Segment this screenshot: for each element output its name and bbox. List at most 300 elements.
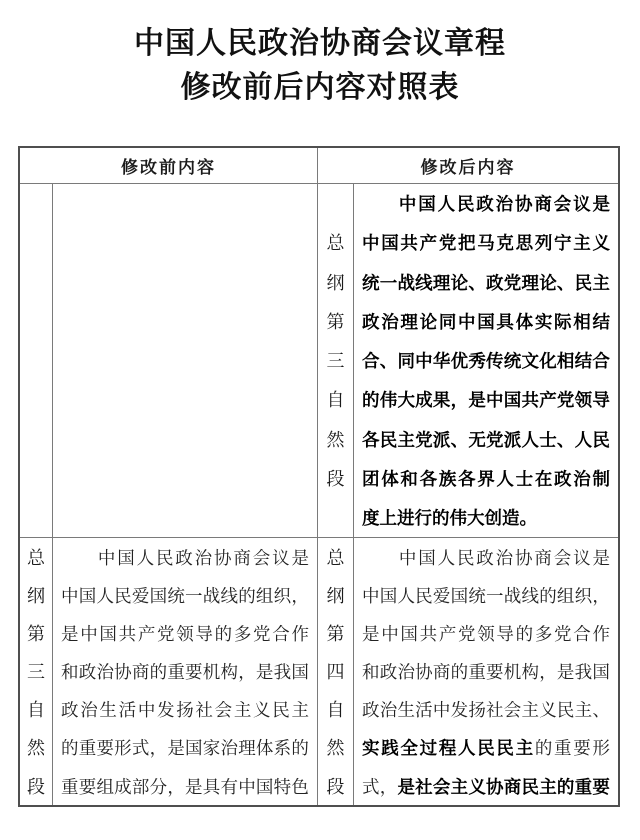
row1-after-label [318, 184, 354, 538]
document-title [0, 0, 640, 110]
emphasized-text: 治 [381, 311, 399, 332]
emphasized-text: 统 [503, 351, 522, 372]
body-text: 党 [253, 624, 271, 645]
paragraph-label-char: 纲 [326, 272, 345, 293]
body-text: 是 [592, 548, 610, 568]
body-text: 商 [534, 548, 552, 568]
body-text: 重 [468, 662, 486, 683]
body-text: 发 [450, 700, 469, 721]
emphasized-text: 国 [477, 311, 495, 332]
body-text: 议 [272, 548, 290, 568]
body-text: 统 [167, 586, 185, 607]
body-text: 民 [415, 586, 433, 607]
emphasized-text: 理 [432, 272, 451, 293]
body-text: 成 [114, 776, 132, 797]
body-text: 生 [397, 700, 415, 721]
emphasized-text: 民 [477, 738, 495, 759]
body-text: 的 [238, 586, 256, 607]
row2-before-label [20, 538, 53, 805]
emphasized-text: 果 [432, 390, 451, 411]
body-text: 形 [114, 738, 132, 759]
paragraph-label-char: 段 [326, 776, 345, 797]
emphasized-text: 体 [515, 311, 534, 332]
body-text: 的 [214, 624, 233, 645]
emphasized-text: 传 [486, 351, 504, 372]
body-text: 中 [432, 700, 451, 721]
emphasized-text: 文 [521, 351, 539, 372]
emphasized-text: 政 [554, 469, 572, 490]
paragraph-label-char: 三 [326, 351, 345, 372]
body-text: 党 [458, 624, 476, 645]
comparison-table [18, 146, 620, 807]
row2-after-label [318, 538, 354, 805]
body-text: 领 [477, 624, 495, 645]
row2-before-content [53, 538, 318, 805]
body-text: ， [539, 662, 557, 683]
body-text: 社 [486, 700, 504, 721]
emphasized-text: 论 [419, 311, 438, 332]
emphasized-text: 思 [515, 233, 534, 254]
paragraph-label-char: 四 [326, 662, 345, 683]
emphasized-text: 结 [574, 351, 593, 372]
emphasized-text: 士 [539, 429, 557, 450]
body-text: 义 [253, 700, 271, 721]
emphasized-text: 党 [438, 233, 457, 254]
body-text: 要 [96, 738, 114, 759]
emphasized-text: 制 [592, 469, 610, 490]
body-text: 主 [521, 700, 539, 721]
body-text: 政 [379, 662, 398, 683]
body-text: 产 [137, 624, 156, 645]
emphasized-text: 践 [381, 738, 399, 759]
emphasized-text: 派 [432, 429, 451, 450]
emphasized-text: 民 [592, 429, 610, 450]
body-text: 国 [255, 776, 274, 797]
emphasized-text: 统 [362, 272, 380, 293]
body-text: 民 [114, 586, 132, 607]
body-text: ， [167, 776, 185, 797]
emphasized-text: 实 [362, 738, 380, 759]
emphasized-text: 中 [458, 311, 476, 332]
emphasized-text: 战 [397, 272, 415, 293]
emphasized-text: 马 [477, 233, 495, 254]
body-text: 战 [503, 586, 522, 607]
emphasized-text: 中 [486, 390, 504, 411]
body-text: 的 [149, 662, 168, 683]
header-after-content: 修改后内容 [318, 148, 618, 184]
body-text: 商 [233, 548, 251, 568]
text-line [61, 615, 309, 653]
text-line [362, 460, 610, 499]
text-line [61, 768, 309, 805]
body-text: 党 [554, 624, 572, 645]
body-text: 政 [61, 700, 79, 721]
body-text: 重 [61, 776, 79, 797]
body-text: 体 [255, 738, 274, 759]
emphasized-text: 的 [556, 776, 575, 797]
body-text: 爱 [432, 586, 451, 607]
body-text: ， [149, 738, 168, 759]
row1-after-content [354, 184, 618, 538]
body-text: 系 [273, 738, 292, 759]
text-line [362, 264, 610, 303]
document-title-line2: 修改前后内容对照表 [180, 71, 460, 104]
emphasized-text: 、 [379, 351, 398, 372]
body-text: 合 [573, 624, 591, 645]
body-text: 中 [398, 548, 417, 568]
body-text: 机 [503, 662, 522, 683]
emphasized-text: 政 [476, 194, 494, 214]
emphasized-text: 党 [486, 429, 504, 450]
body-text: 政 [362, 700, 380, 721]
body-text: 导 [496, 624, 514, 645]
body-text: 民 [456, 548, 475, 568]
body-text: 色 [291, 776, 309, 797]
text-line [61, 577, 309, 615]
emphasized-text: 伟 [379, 390, 398, 411]
emphasized-text: 主 [450, 776, 469, 797]
body-text: 是 [255, 662, 274, 683]
emphasized-text: 主 [515, 738, 534, 759]
body-text: 的 [539, 586, 557, 607]
body-text: 国 [117, 548, 135, 568]
emphasized-text: 党 [503, 272, 522, 293]
body-text: 作 [291, 624, 309, 645]
emphasized-text: 秀 [468, 351, 486, 372]
emphasized-text: 的 [362, 390, 380, 411]
body-text: 国 [592, 662, 610, 683]
emphasized-text: 程 [438, 738, 457, 759]
emphasized-text: 合 [362, 351, 380, 372]
body-text: 是 [61, 624, 79, 645]
body-text: 重 [78, 738, 97, 759]
body-text: 国 [418, 548, 436, 568]
emphasized-text: 商 [534, 194, 552, 214]
body-text: 作 [592, 624, 610, 645]
emphasized-text: 派 [503, 429, 522, 450]
body-text: 协 [114, 662, 132, 683]
body-text: 重 [167, 662, 185, 683]
row1-before-label [20, 184, 53, 538]
body-text: 生 [99, 700, 117, 721]
text-line [362, 499, 610, 538]
paragraph-label-char: 段 [27, 776, 45, 797]
paragraph-label-char: 自 [326, 700, 345, 721]
emphasized-text: 、 [450, 429, 469, 450]
emphasized-text: 是 [592, 194, 610, 214]
emphasized-text: 会 [432, 776, 451, 797]
paragraph-label-char: 然 [326, 738, 345, 759]
body-text: 政 [476, 548, 494, 568]
emphasized-text: 和 [400, 469, 418, 490]
body-text: 是 [167, 738, 185, 759]
body-text: 重 [554, 738, 572, 759]
emphasized-text: 度上进行的伟大创造。 [362, 508, 537, 529]
body-text: ， [592, 586, 610, 607]
emphasized-text: 产 [539, 390, 557, 411]
body-text: 织 [273, 586, 292, 607]
body-text: 国 [149, 586, 168, 607]
emphasized-text: 议 [573, 194, 591, 214]
body-text: 主 [291, 700, 309, 721]
emphasized-text: 主 [592, 272, 610, 293]
body-text: 共 [118, 624, 137, 645]
body-text: ， [379, 776, 398, 797]
emphasized-text: 族 [438, 469, 457, 490]
emphasized-text: 人 [458, 738, 476, 759]
body-text: 织 [574, 586, 593, 607]
paragraph-label-char: 总 [27, 548, 45, 568]
emphasized-text: 国 [503, 390, 522, 411]
body-text: 要 [78, 776, 97, 797]
body-text: 治 [495, 548, 514, 568]
emphasized-text: 论 [450, 272, 469, 293]
text-line [61, 653, 309, 691]
body-text: 民 [155, 548, 174, 568]
emphasized-text: 民 [521, 776, 539, 797]
body-text: 商 [432, 662, 451, 683]
body-text: 多 [534, 624, 553, 645]
text-line [61, 539, 309, 577]
emphasized-text: 成 [415, 390, 433, 411]
emphasized-text: 无 [468, 429, 486, 450]
body-text: 有 [220, 776, 238, 797]
body-text: 国 [78, 586, 97, 607]
emphasized-text: 民 [496, 738, 514, 759]
paragraph-label-char: 总 [326, 233, 345, 254]
emphasized-text: 各 [458, 469, 476, 490]
emphasized-text: 团 [362, 469, 380, 490]
emphasized-text: 党 [415, 429, 433, 450]
body-text: 国 [450, 586, 469, 607]
paragraph-label-char: 三 [27, 662, 45, 683]
body-text: 要 [573, 738, 591, 759]
body-text: 构 [521, 662, 539, 683]
text-line [362, 185, 610, 224]
row2-after-content [354, 538, 618, 805]
body-text: 和 [61, 662, 79, 683]
emphasized-text: 体 [381, 469, 399, 490]
emphasized-text: 全 [400, 738, 418, 759]
body-text: 和 [362, 662, 380, 683]
text-line [61, 691, 309, 729]
document-title-line1: 中国人民政治协商会议章程 [134, 27, 506, 60]
body-text: 要 [185, 662, 203, 683]
body-text: 式 [131, 738, 150, 759]
paragraph-label-char: 自 [326, 390, 345, 411]
emphasized-text: 协 [515, 194, 533, 214]
text-line [362, 539, 610, 577]
body-text: 会 [553, 548, 572, 568]
body-text: 、 [592, 700, 610, 721]
body-text: 组 [556, 586, 575, 607]
body-text: 治 [194, 548, 213, 568]
body-text: 人 [96, 586, 114, 607]
body-text: 治 [379, 700, 398, 721]
body-text: 中 [61, 586, 79, 607]
body-text: 合 [272, 624, 290, 645]
body-text: 式 [362, 776, 380, 797]
body-text: 人 [136, 548, 155, 568]
body-text: 组 [96, 776, 114, 797]
emphasized-text: 各 [419, 469, 438, 490]
body-text: 中 [137, 700, 156, 721]
body-text: 治 [220, 738, 238, 759]
body-text: ， [238, 662, 256, 683]
text-line [362, 729, 610, 767]
text-line [362, 691, 610, 729]
body-text: 人 [437, 548, 456, 568]
body-text: 家 [202, 738, 221, 759]
body-text: ， [291, 586, 309, 607]
body-text: 是 [291, 548, 309, 568]
emphasized-text: 民 [379, 429, 398, 450]
emphasized-text: 主 [539, 776, 557, 797]
emphasized-text: 是 [468, 390, 486, 411]
text-line [362, 303, 610, 342]
body-text: 主 [233, 700, 252, 721]
body-text: 义 [539, 700, 557, 721]
emphasized-text: 会 [553, 194, 572, 214]
text-line [362, 224, 610, 263]
body-text: 协 [515, 548, 533, 568]
emphasized-text: 论 [539, 272, 557, 293]
body-text: 会 [503, 700, 522, 721]
body-text: 党 [157, 624, 175, 645]
body-text: 是 [185, 776, 203, 797]
emphasized-text: 宁 [554, 233, 572, 254]
body-text: 一 [486, 586, 504, 607]
emphasized-text: 民 [574, 272, 593, 293]
body-text: 的 [515, 624, 534, 645]
body-text: 商 [131, 662, 150, 683]
body-text: 要 [486, 662, 504, 683]
emphasized-text: 中 [398, 194, 417, 214]
text-line [362, 421, 610, 460]
emphasized-text: 克 [496, 233, 514, 254]
body-text: 多 [233, 624, 252, 645]
body-text: 中 [238, 776, 256, 797]
body-text: 我 [273, 662, 292, 683]
body-text: 议 [573, 548, 591, 568]
body-text: 的 [534, 738, 553, 759]
emphasized-text: 中 [415, 351, 433, 372]
emphasized-text: 治 [495, 194, 514, 214]
text-line [362, 381, 610, 420]
body-text: 线 [220, 586, 238, 607]
emphasized-text: 、 [468, 272, 486, 293]
body-text: 国 [185, 738, 203, 759]
body-text: 国 [379, 586, 398, 607]
emphasized-text: ， [450, 390, 469, 411]
emphasized-text: 理 [400, 311, 418, 332]
emphasized-text: 领 [574, 390, 593, 411]
paragraph-label-char: 总 [326, 548, 345, 568]
text-line [61, 729, 309, 767]
body-text: 扬 [176, 700, 194, 721]
emphasized-text: 共 [521, 390, 539, 411]
emphasized-text: 具 [496, 311, 514, 332]
body-text: 活 [415, 700, 433, 721]
paragraph-label-char: 第 [326, 624, 345, 645]
paragraph-label-char: 第 [27, 624, 45, 645]
emphasized-text: 民 [456, 194, 475, 214]
body-text: 产 [438, 624, 457, 645]
emphasized-text: 过 [419, 738, 438, 759]
header-before-content: 修改前内容 [20, 148, 318, 184]
text-line [362, 653, 610, 691]
paragraph-label-char: 段 [326, 469, 345, 490]
body-text: 国 [291, 662, 309, 683]
body-text: 一 [185, 586, 203, 607]
body-text: 会 [214, 700, 233, 721]
label-spacer [318, 185, 353, 224]
emphasized-text: 相 [556, 351, 575, 372]
emphasized-text: 同 [438, 311, 457, 332]
emphasized-text: 士 [515, 469, 534, 490]
emphasized-text: 共 [400, 233, 418, 254]
emphasized-text: 政 [486, 272, 504, 293]
paragraph-label-char: 第 [326, 311, 345, 332]
body-text: 人 [397, 586, 415, 607]
emphasized-text: 产 [419, 233, 438, 254]
emphasized-text: 优 [450, 351, 469, 372]
body-text: 中 [97, 548, 116, 568]
body-text: 发 [157, 700, 175, 721]
paragraph-label-char: 纲 [326, 586, 345, 607]
body-text: 会 [252, 548, 271, 568]
body-text: 的 [450, 662, 469, 683]
body-text: 领 [176, 624, 194, 645]
body-text: 分 [149, 776, 168, 797]
emphasized-text: 列 [534, 233, 553, 254]
body-text: 具 [202, 776, 221, 797]
body-text: 线 [521, 586, 539, 607]
emphasized-text: 一 [379, 272, 398, 293]
body-text: 国 [99, 624, 117, 645]
emphasized-text: 人 [521, 429, 539, 450]
emphasized-text: 人 [437, 194, 456, 214]
body-text: 部 [131, 776, 150, 797]
body-text: 主 [574, 700, 593, 721]
emphasized-text: 主 [573, 233, 591, 254]
emphasized-text: 是 [397, 776, 415, 797]
emphasized-text: 社 [415, 776, 433, 797]
paragraph-label-char: 自 [27, 700, 45, 721]
emphasized-text: 各 [362, 429, 380, 450]
body-text: 机 [202, 662, 221, 683]
body-text: 组 [255, 586, 274, 607]
row1-before-content [53, 184, 318, 538]
body-text: 形 [592, 738, 610, 759]
body-text: 政 [78, 662, 97, 683]
body-text: 治 [80, 700, 98, 721]
body-text: 协 [214, 548, 232, 568]
body-text: 的 [291, 738, 309, 759]
emphasized-text: 理 [521, 272, 539, 293]
emphasized-text: 相 [573, 311, 591, 332]
emphasized-text: 商 [503, 776, 522, 797]
emphasized-text: 人 [496, 469, 514, 490]
emphasized-text: 在 [534, 469, 553, 490]
emphasized-text: 、 [556, 272, 575, 293]
emphasized-text: 把 [458, 233, 476, 254]
body-text: 是 [556, 662, 575, 683]
emphasized-text: 义 [468, 776, 486, 797]
body-text: 国 [400, 624, 418, 645]
emphasized-text: 华 [432, 351, 451, 372]
body-text: 民 [272, 700, 290, 721]
